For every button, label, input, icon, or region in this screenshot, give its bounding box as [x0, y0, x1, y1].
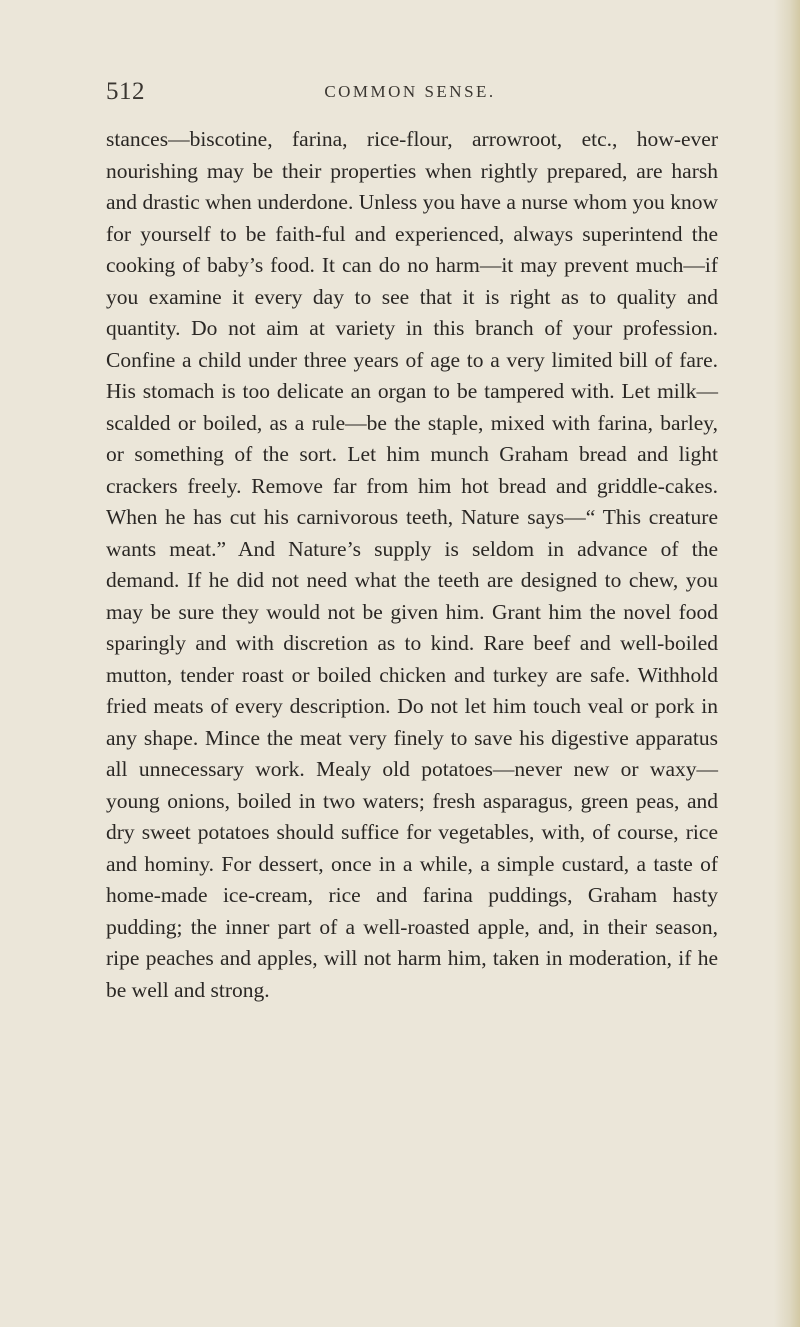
- page-header: [106, 78, 714, 108]
- running-head: COMMON SENSE.: [324, 82, 496, 101]
- page-number: 512: [106, 78, 145, 105]
- body-paragraph: stances—biscotine, farina, rice-flour, arrowroot, etc., how-ever nourishing may be their properties when rightly prepared, are harsh and drastic when underdone. Unless you have a nurse whom you know for yourself to be faith-ful and experienced, always superintend the cooking of baby’s food. It can do no harm—it may prevent much—if you examine it every day to see that it is right as to quality and quantity. Do not aim at variety in this branch of your profession. Confine a child under three years of age to a very limited bill of fare. His stomach is too delicate an organ to be tampered with. Let milk—scalded or boiled, as a rule—be the staple, mixed with farina, barley, or something of the sort. Let him munch Graham bread and light crackers freely. Remove far from him hot bread and griddle-cakes. When he has cut his carnivorous teeth, Nature says—“ This creature wants meat.” And Nature’s supply is seldom in advance of the demand. If he did not need what the teeth are designed to chew, you may be sure they would not be given him. Grant him the novel food sparingly and with discretion as to kind. Rare beef and well-boiled mutton, tender roast or boiled chicken and turkey are safe. Withhold fried meats of every description. Do not let him touch veal or pork in any shape. Mince the meat very finely to save his digestive apparatus all unnecessary work. Mealy old potatoes—never new or waxy—young onions, boiled in two waters; fresh asparagus, green peas, and dry sweet potatoes should suffice for vegetables, with, of course, rice and hominy. For dessert, once in a while, a simple custard, a taste of home-made ice-cream, rice and farina puddings, Graham hasty pudding; the inner part of a well-roasted apple, and, in their season, ripe peaches and apples, will not harm him, taken in moderation, if he be well and strong.: [106, 127, 718, 1002]
- page-edge-shadow: [774, 0, 800, 1327]
